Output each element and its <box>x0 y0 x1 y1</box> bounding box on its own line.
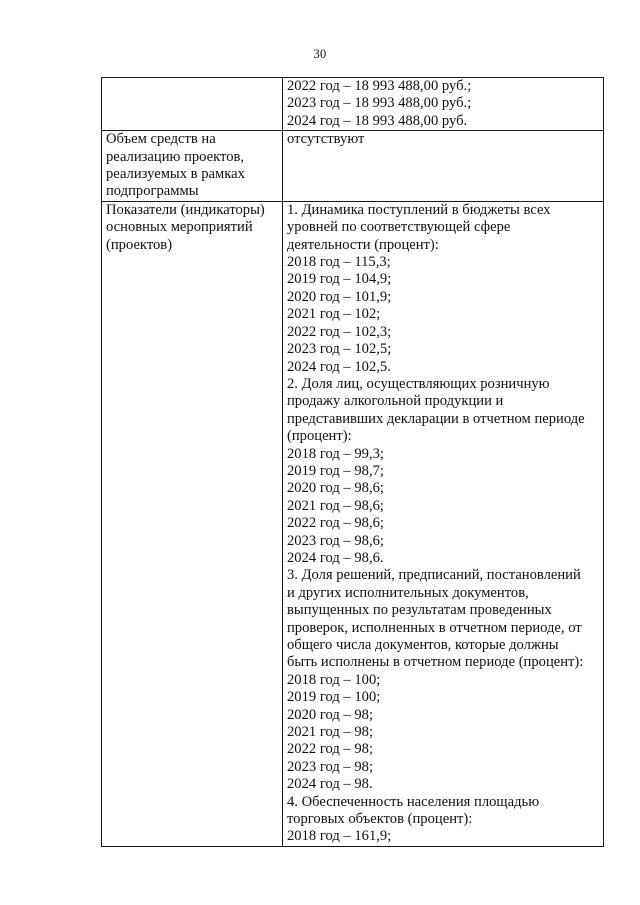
value-line: 2024 год – 102,5. <box>287 358 391 375</box>
passport-table <box>101 77 604 847</box>
value-line: 2024 год – 18 993 488,00 руб. <box>287 112 468 129</box>
value-line: 2020 год – 98,6; <box>287 480 384 497</box>
value-line: 2023 год – 18 993 488,00 руб.; <box>287 95 472 112</box>
value-line: 2022 год – 18 993 488,00 руб.; <box>287 78 472 94</box>
value-line: 2018 год – 115,3; <box>287 254 391 271</box>
value-line: 2020 год – 98; <box>287 706 374 723</box>
table-row <box>102 78 604 131</box>
value-line: 4. Обеспеченность населения площадью <box>287 793 540 810</box>
value-line: 1. Динамика поступлений в бюджеты всех <box>287 201 551 218</box>
value-line: представивших декларации в отчетном периоде <box>287 410 585 427</box>
table-row <box>102 131 604 202</box>
value-line: 2022 год – 102,3; <box>287 323 392 340</box>
row-value-cell <box>283 131 604 202</box>
value-line: 2024 год – 98. <box>287 776 373 793</box>
value-line: (процент): <box>287 428 352 445</box>
value-line: уровней по соответствующей сфере <box>287 219 511 236</box>
label-line: реализуемых в рамках <box>106 166 245 183</box>
value-line: проверок, исполненных в отчетном периоде, от <box>287 619 582 636</box>
label-line: реализацию проектов, <box>106 148 245 165</box>
row-label-cell <box>102 131 283 202</box>
label-line: Показатели (индикаторы) <box>106 201 265 218</box>
row-label-cell <box>102 78 283 131</box>
value-line: и других исполнительных документов, <box>287 584 529 601</box>
value-line: быть исполнены в отчетном периоде (процент): <box>287 654 584 671</box>
value-line: торговых объектов (процент): <box>287 811 473 828</box>
value-line: общего числа документов, которые должны <box>287 637 559 653</box>
label-line: (проектов) <box>106 236 173 253</box>
value-line: 2022 год – 98; <box>287 741 374 758</box>
value-line: 3. Доля решений, предписаний, постановлений <box>287 567 581 584</box>
value-line: деятельности (процент): <box>287 236 439 253</box>
value-line: 2018 год – 161,9; <box>287 828 392 845</box>
value-line: 2019 год – 100; <box>287 689 381 706</box>
row-value-cell <box>283 201 604 846</box>
label-line: Объем средств на <box>106 131 216 148</box>
value-line: 2021 год – 98,6; <box>287 497 384 514</box>
value-line: 2019 год – 98,7; <box>287 462 384 479</box>
value-line: 2024 год – 98,6. <box>287 549 384 566</box>
row-label-cell <box>102 201 283 846</box>
value-line: 2019 год – 104,9; <box>287 271 392 288</box>
value-line: 2021 год – 102; <box>287 306 381 323</box>
table-row <box>102 201 604 846</box>
row-value-cell <box>283 78 604 131</box>
value-line: 2020 год – 101,9; <box>287 288 392 305</box>
value-line: 2022 год – 98,6; <box>287 515 384 532</box>
value-line: 2023 год – 98,6; <box>287 532 384 549</box>
value-line: отсутствуют <box>287 131 365 148</box>
value-line: 2023 год – 98; <box>287 758 374 775</box>
value-line: 2. Доля лиц, осуществляющих розничную <box>287 375 550 392</box>
value-line: 2018 год – 100; <box>287 671 381 688</box>
value-line: 2023 год – 102,5; <box>287 341 392 358</box>
label-line: подпрограммы <box>106 183 199 200</box>
value-line: выпущенных по результатам проведенных <box>287 602 552 619</box>
value-line: продажу алкогольной продукции и <box>287 393 504 410</box>
value-line: 2018 год – 99,3; <box>287 445 384 462</box>
page-number: 30 <box>313 47 327 61</box>
value-line: 2021 год – 98; <box>287 724 374 741</box>
label-line: основных мероприятий <box>106 219 253 236</box>
